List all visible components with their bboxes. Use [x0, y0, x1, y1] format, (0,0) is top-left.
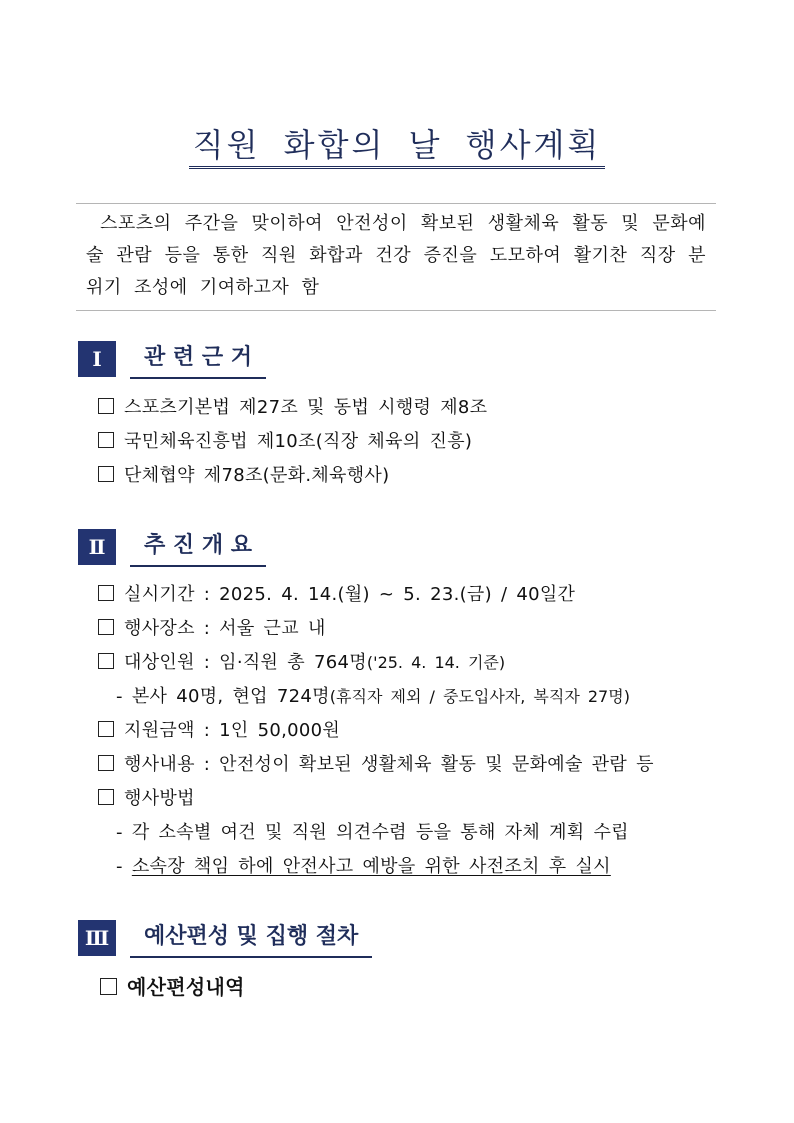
list-item: 단체협약 제78조(문화.체육행사) — [98, 464, 389, 488]
list-item-content: 행사내용 : 안전성이 확보된 생활체육 활동 및 문화예술 관람 등 — [98, 753, 654, 777]
checkbox-square-icon — [98, 585, 114, 601]
checkbox-square-icon — [98, 466, 114, 482]
list-item: 스포츠기본법 제27조 및 동법 시행령 제8조 — [98, 396, 487, 420]
list-item-support: 지원금액 : 1인 50,000원 — [98, 719, 340, 743]
list-item-target: 대상인원 : 임·직원 총 764명('25. 4. 14. 기준) — [98, 651, 505, 675]
list-item-place: 행사장소 : 서울 근교 내 — [98, 617, 326, 641]
list-subitem-method-2: - 소속장 책임 하에 안전사고 예방을 위한 사전조치 후 실시 — [116, 856, 611, 877]
checkbox-square-icon — [98, 755, 114, 771]
section-title: 관 련 근 거 — [130, 341, 266, 379]
section-number-badge: Ⅱ — [78, 529, 116, 565]
list-subitem-target: - 본사 40명, 현업 724명(휴직자 제외 / 중도입사자, 복직자 27명) — [116, 686, 630, 707]
section-number-badge: Ⅰ — [78, 341, 116, 377]
document-title: 직원 화합의 날 행사계획 — [189, 127, 606, 169]
section-number-badge: Ⅲ — [78, 920, 116, 956]
checkbox-square-icon — [98, 619, 114, 635]
section-title: 추 진 개 요 — [130, 529, 266, 567]
list-item-period: 실시기간 : 2025. 4. 14.(월) ~ 5. 23.(금) / 40일간 — [98, 583, 575, 607]
section-title: 예산편성 및 집행 절차 — [130, 920, 372, 958]
list-item: 국민체육진흥법 제10조(직장 체육의 진흥) — [98, 430, 472, 454]
purpose-statement: 스포츠의 주간을 맞이하여 안전성이 확보된 생활체육 활동 및 문화예술 관람 등을 통한 직원 화합과 건강 증진을 도모하여 활기찬 직장 분위기 조성에 기여하고자 함 — [76, 203, 716, 311]
checkbox-square-icon — [98, 721, 114, 737]
checkbox-square-icon — [98, 398, 114, 414]
list-item-budget: 예산편성내역 — [100, 975, 245, 999]
checkbox-square-icon — [98, 653, 114, 669]
document-title-wrap — [0, 127, 794, 169]
checkbox-square-icon — [98, 432, 114, 448]
list-item-method: 행사방법 — [98, 787, 195, 811]
checkbox-square-icon — [100, 978, 117, 995]
checkbox-square-icon — [98, 789, 114, 805]
list-subitem-method-1: - 각 소속별 여건 및 직원 의견수렴 등을 통해 자체 계획 수립 — [116, 822, 629, 843]
